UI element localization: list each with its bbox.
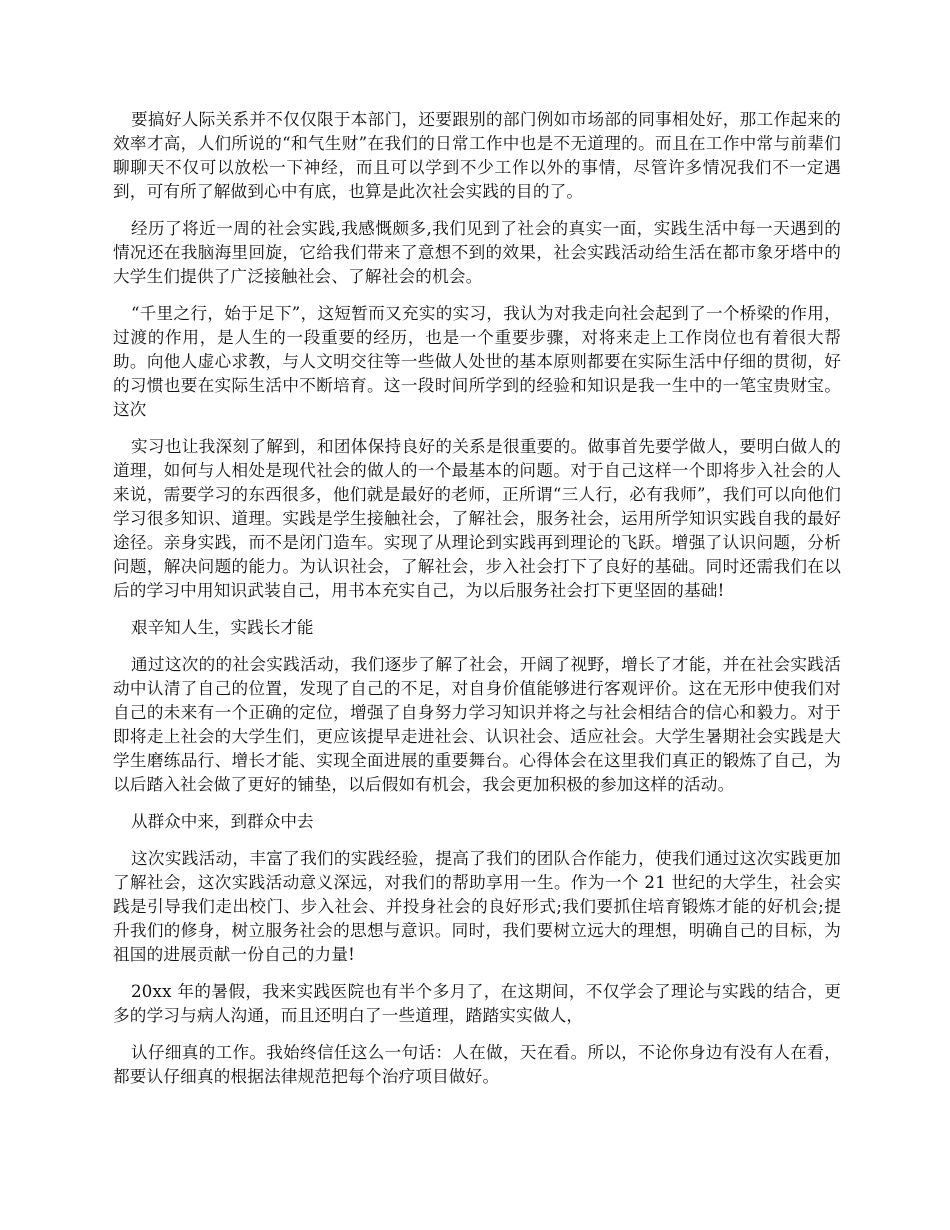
paragraph-1: 要搞好人际关系并不仅仅限于本部门，还要跟别的部门例如市场部的同事相处好，那工作起来的效率才高，人们所说的“和气生财”在我们的日常工作中也是不无道理的。而且在工作中常与前辈们聊聊天不仅可以放松一下神经，而且可以学到不少工作以外的事情，尽管许多情况我们不一定遇到，可有所了解做到心中有底，也算是此次社会实践的目的了。: [113, 110, 841, 201]
section-heading-2: 从群众中来，到群众中去: [131, 812, 314, 831]
paragraph-5: 通过这次的的社会实践活动，我们逐步了解了社会，开阔了视野，增长了才能，并在社会实践活动中认清了自己的位置，发现了自己的不足，对自身价值能够进行客观评价。这在无形中使我们对自己的未来有一个正确的定位，增强了自身努力学习知识并将之与社会相结合的信心和毅力。对于即将走上社会的大学生们，更应该提早走进社会、认识社会、适应社会。大学生暑期社会实践是大学生磨练品行、增长才能、实现全面进展的重要舞台。心得体会在这里我们真正的锻炼了自己，为以后踏入社会做了更好的铺垫，以后假如有机会，我会更加积极的参加这样的活动。: [113, 655, 841, 794]
paragraph-6: 这次实践活动，丰富了我们的实践经验，提高了我们的团队合作能力，使我们通过这次实践更加了解社会，这次实践活动意义深远，对我们的帮助享用一生。作为一个 21 世纪的大学生，社会实践是引导我们走出校门、步入社会、并投身社会的良好形式;我们要抓住培育锻炼才能的好机会;提升我们的修身，树立服务社会的思想与意识。同时，我们要树立远大的理想，明确自己的目标，为祖国的进展贡献一份自己的力量!: [113, 849, 841, 964]
paragraph-2: 经历了将近一周的社会实践,我感慨颇多,我们见到了社会的真实一面，实践生活中每一天遇到的情况还在我脑海里回旋，它给我们带来了意想不到的效果，社会实践活动给生活在都市象牙塔中的大学生们提供了广泛接触社会、了解社会的机会。: [113, 219, 841, 286]
paragraph-8: 认仔细真的工作。我始终信任这么一句话：人在做，天在看。所以，不论你身边有没有人在看，都要认仔细真的根据法律规范把每个治疗项目做好。: [113, 1043, 841, 1086]
paragraph-7: 20xx 年的暑假，我来实践医院也有半个多月了，在这期间，不仅学会了理论与实践的结合，更多的学习与病人沟通，而且还明白了一些道理，踏踏实实做人，: [113, 982, 841, 1025]
document-body: [113, 108, 841, 1102]
paragraph-4: 实习也让我深刻了解到，和团体保持良好的关系是很重要的。做事首先要学做人，要明白做人的道理，如何与人相处是现代社会的做人的一个最基本的问题。对于自己这样一个即将步入社会的人来说，需要学习的东西很多，他们就是最好的老师，正所谓“三人行，必有我师”，我们可以向他们学习很多知识、道理。实践是学生接触社会，了解社会，服务社会，运用所学知识实践自我的最好途径。亲身实践，而不是闭门造车。实现了从理论到实践再到理论的飞跃。增强了认识问题，分析问题，解决问题的能力。为认识社会，了解社会，步入社会打下了良好的基础。同时还需我们在以后的学习中用知识武装自己，用书本充实自己，为以后服务社会打下更坚固的基础!: [113, 437, 841, 600]
section-heading-1: 艰辛知人生，实践长才能: [131, 618, 314, 637]
paragraph-3: “千里之行，始于足下”，这短暂而又充实的实习，我认为对我走向社会起到了一个桥梁的作用，过渡的作用，是人生的一段重要的经历，也是一个重要步骤，对将来走上工作岗位也有着很大帮助。向他人虚心求教，与人文明交往等一些做人处世的基本原则都要在实际生活中仔细的贯彻，好的习惯也要在实际生活中不断培育。这一段时间所学到的经验和知识是我一生中的一笔宝贵财宝。这次: [113, 304, 841, 419]
